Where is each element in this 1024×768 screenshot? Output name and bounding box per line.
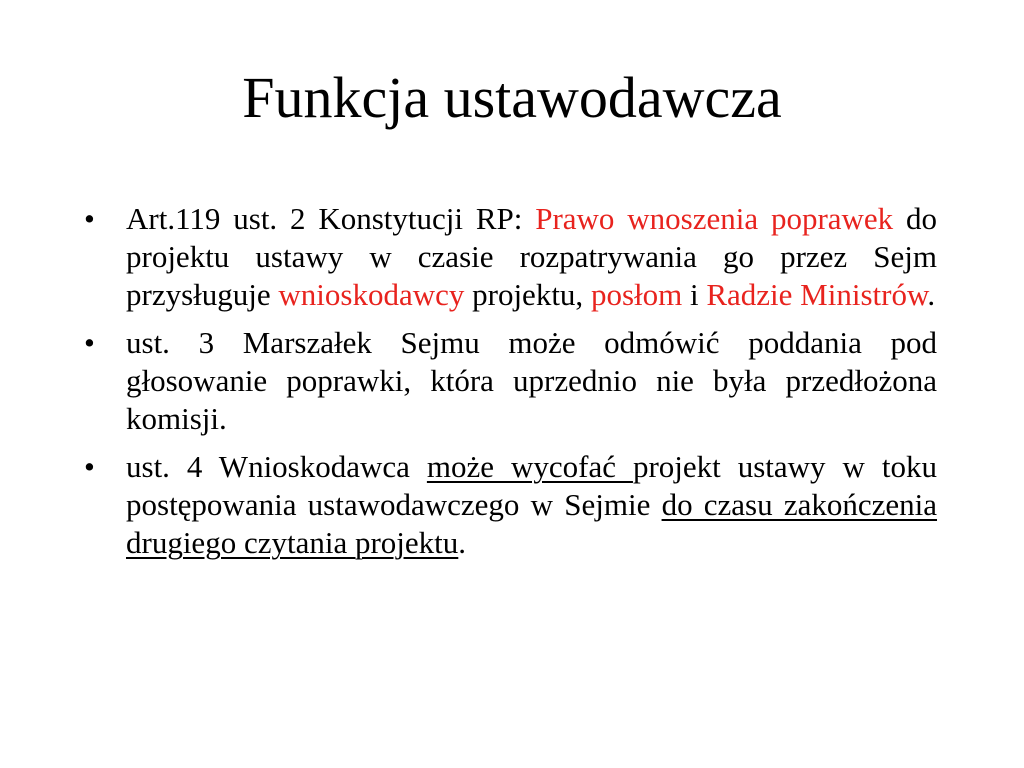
bullet-text: projekt ustawy w toku postępowania ustawodawczego w Sejmie <box>126 449 937 522</box>
bullet-item-ust-3 <box>84 324 937 438</box>
bullet-text: projektu, <box>464 277 591 312</box>
bullet-text: i <box>682 277 707 312</box>
underlined-do-czasu-zakonczenia: do czasu zakończenia drugiego czytania projektu <box>126 487 938 560</box>
slide-title: Funkcja ustawodawcza <box>242 65 782 130</box>
highlight-radzie-ministrow: Radzie Ministrów <box>706 277 928 312</box>
bullet-text: do projektu ustawy w czasie rozpatrywania go przez Sejm przysługuje <box>126 201 938 312</box>
bullet-text: ust. 4 Wnioskodawca <box>126 449 427 484</box>
highlight-prawo-wnoszenia-poprawek: Prawo wnoszenia poprawek <box>535 201 894 236</box>
bullet-text: . <box>927 277 936 312</box>
bullet-marker: • <box>84 449 95 484</box>
bullet-marker: • <box>84 325 95 360</box>
bullet-text: ust. 3 Marszałek Sejmu może odmówić poddania pod głosowanie poprawki, która uprzednio nie była przedłożona komisji. <box>126 325 937 436</box>
bullet-text: Art.119 ust. 2 Konstytucji RP: <box>126 201 536 236</box>
bullet-list <box>84 200 937 572</box>
bullet-item-art-119 <box>84 200 937 314</box>
bullet-item-ust-4 <box>84 448 937 562</box>
bullet-marker: • <box>84 201 95 236</box>
underlined-moze-wycofac: może wycofać <box>426 449 633 484</box>
bullet-text: . <box>458 525 467 560</box>
highlight-wnioskodawcy: wnioskodawcy <box>278 277 465 312</box>
highlight-poslom: posłom <box>590 277 683 312</box>
